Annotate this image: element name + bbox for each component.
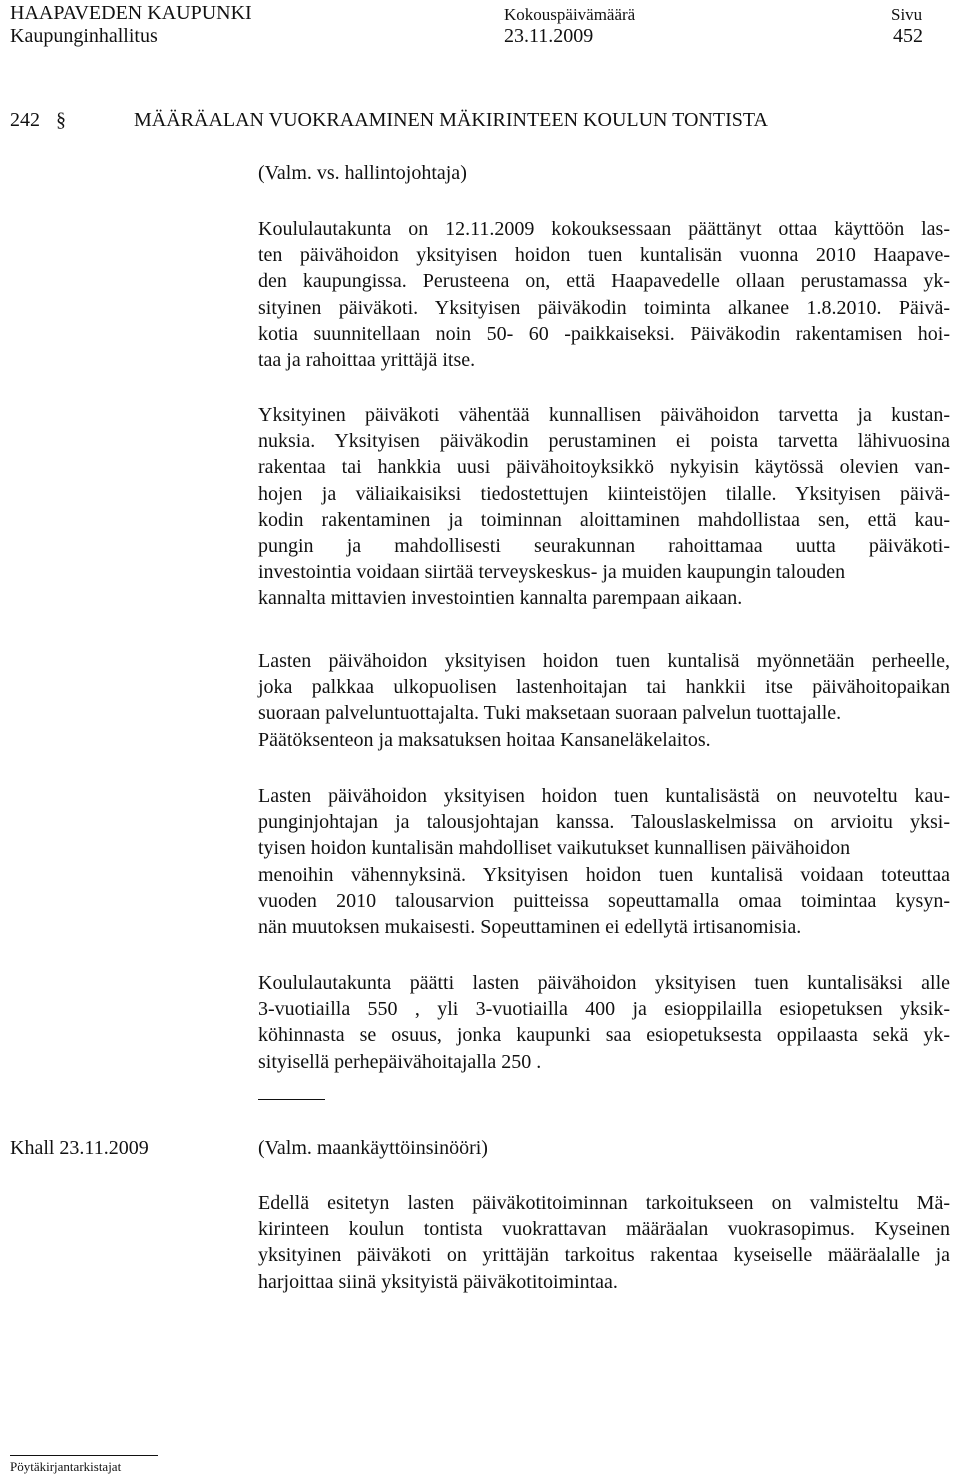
text-line: Lasten päivähoidon yksityisen hoidon tuen kuntalisä myönnetään perheelle, xyxy=(258,650,950,672)
section-title: MÄÄRÄALAN VUOKRAAMINEN MÄKIRINTEEN KOULUN TONTISTA xyxy=(134,109,768,131)
text-line: kodin rakentaminen ja toiminnan aloittaminen mahdollistaa sen, että kau- xyxy=(258,508,950,531)
text-line: kannalta mittavien investointien kannalta parempaan aikaan. xyxy=(258,587,743,610)
separator-line xyxy=(258,1099,325,1100)
text-line: tyisen hoidon kuntalisän mahdolliset vaikutukset kunnallisen päivähoidon xyxy=(258,837,851,860)
paragraph-4 xyxy=(258,783,950,940)
text-line: Edellä esitetyn lasten päiväkotitoiminnan tarkoitukseen on valmisteltu Mä- xyxy=(258,1192,950,1214)
text-line: nuksia. Yksityisen päiväkodin perustaminen ei poista tarvetta lähivuosina xyxy=(258,430,950,453)
text-line: joka palkkaa ulkopuolisen lastenhoitajan tai hankkii itse päivähoitopaikan xyxy=(258,676,950,699)
text-line: vuoden 2010 talousarvion puitteissa sopeuttamalla omaa toimintaa kysyn- xyxy=(258,889,950,912)
paragraph-1 xyxy=(258,216,950,373)
text-line: taa ja rahoittaa yrittäjä itse. xyxy=(258,349,476,372)
text-line: punginjohtajan ja talousjohtajan kanssa. Talouslaskelmissa on arvioitu yksi- xyxy=(258,811,950,834)
text-line: köhinnasta se osuus, jonka kaupunki saa esiopetuksesta oppilaasta sekä yk- xyxy=(258,1024,950,1047)
meeting-date: 23.11.2009 xyxy=(504,25,594,47)
page-label: Sivu xyxy=(891,5,923,24)
footer-label: Pöytäkirjantarkistajat xyxy=(10,1459,122,1474)
text-line: Lasten päivähoidon yksityisen hoidon tuen kuntalisästä on neuvoteltu kau- xyxy=(258,785,950,807)
text-line: Päätöksenteon ja maksatuksen hoitaa Kansaneläkelaitos. xyxy=(258,728,711,751)
page-number: 452 xyxy=(893,25,923,47)
text-line: hojen ja väliaikaisiksi tiedostettujen kiinteistöjen tilalle. Yksityisen päivä- xyxy=(258,482,950,505)
khall-paragraph xyxy=(258,1190,950,1295)
khall-preparer-note: (Valm. maankäyttöinsinööri) xyxy=(258,1137,488,1159)
text-line: Koululautakunta päätti lasten päivähoidon yksityisen tuen kuntalisäksi alle xyxy=(258,972,950,994)
footer-signature-line xyxy=(10,1455,158,1456)
text-line: investointia voidaan siirtää terveyskeskus- ja muiden kaupungin talouden xyxy=(258,561,846,584)
text-line: 3-vuotiailla 550 , yli 3-vuotiailla 400 ja esioppilailla esiopetuksen yksik- xyxy=(258,998,950,1021)
text-line: sityinen päiväkoti. Yksityisen päiväkodin toiminta alkanee 1.8.2010. Päivä- xyxy=(258,296,950,319)
text-line: den kaupungissa. Perusteena on, että Haapavedelle ollaan perustamassa yk- xyxy=(258,270,950,293)
section-symbol: § xyxy=(56,109,66,131)
paragraph-3 xyxy=(258,648,950,753)
text-line: yksityinen päiväkoti on yrittäjän tarkoitus rakentaa kyseiselle määräalalle ja xyxy=(258,1244,950,1267)
text-line: menoihin vähennyksinä. Yksityisen hoidon tuen kuntalisä voidaan toteuttaa xyxy=(258,863,950,886)
text-line: kirinteen koulun tontista vuokrattavan määräalan vuokrasopimus. Kyseinen xyxy=(258,1218,950,1241)
text-line: sityisellä perhepäivähoitajalla 250 . xyxy=(258,1050,542,1073)
text-line: kotia suunnitellaan noin 50- 60 -paikkaiseksi. Päiväkodin rakentamisen hoi- xyxy=(258,322,950,345)
text-line: ten päivähoidon yksityisen hoidon tuen kuntalisän vuonna 2010 Haapave- xyxy=(258,244,950,267)
text-line: nän muutoksen mukaisesti. Sopeuttaminen ei edellytä irtisanomisia. xyxy=(258,916,802,939)
organization-name: HAAPAVEDEN KAUPUNKI xyxy=(10,2,252,24)
text-line: suoraan palveluntuottajalta. Tuki maksetaan suoraan palvelun tuottajalle. xyxy=(258,702,842,725)
board-name: Kaupunginhallitus xyxy=(10,25,158,47)
section-number: 242 xyxy=(10,109,40,131)
khall-label: Khall 23.11.2009 xyxy=(10,1137,149,1159)
paragraph-2 xyxy=(258,402,950,612)
text-line: harjoittaa siinä yksityistä päiväkotitoimintaa. xyxy=(258,1270,618,1293)
text-line: rakentaa tai hankkia uusi päivähoitoyksikkö nykyisin käytössä olevien van- xyxy=(258,456,950,479)
preparer-note: (Valm. vs. hallintojohtaja) xyxy=(258,162,467,184)
meeting-date-label: Kokouspäivämäärä xyxy=(504,5,636,24)
text-line: pungin ja mahdollisesti seurakunnan rahoittamaa uutta päiväkoti- xyxy=(258,535,950,558)
text-line: Yksityinen päiväkoti vähentää kunnallisen päivähoidon tarvetta ja kustan- xyxy=(258,404,950,426)
paragraph-5 xyxy=(258,970,950,1075)
text-line: Koululautakunta on 12.11.2009 kokouksessaan päättänyt ottaa käyttöön las- xyxy=(258,218,950,240)
